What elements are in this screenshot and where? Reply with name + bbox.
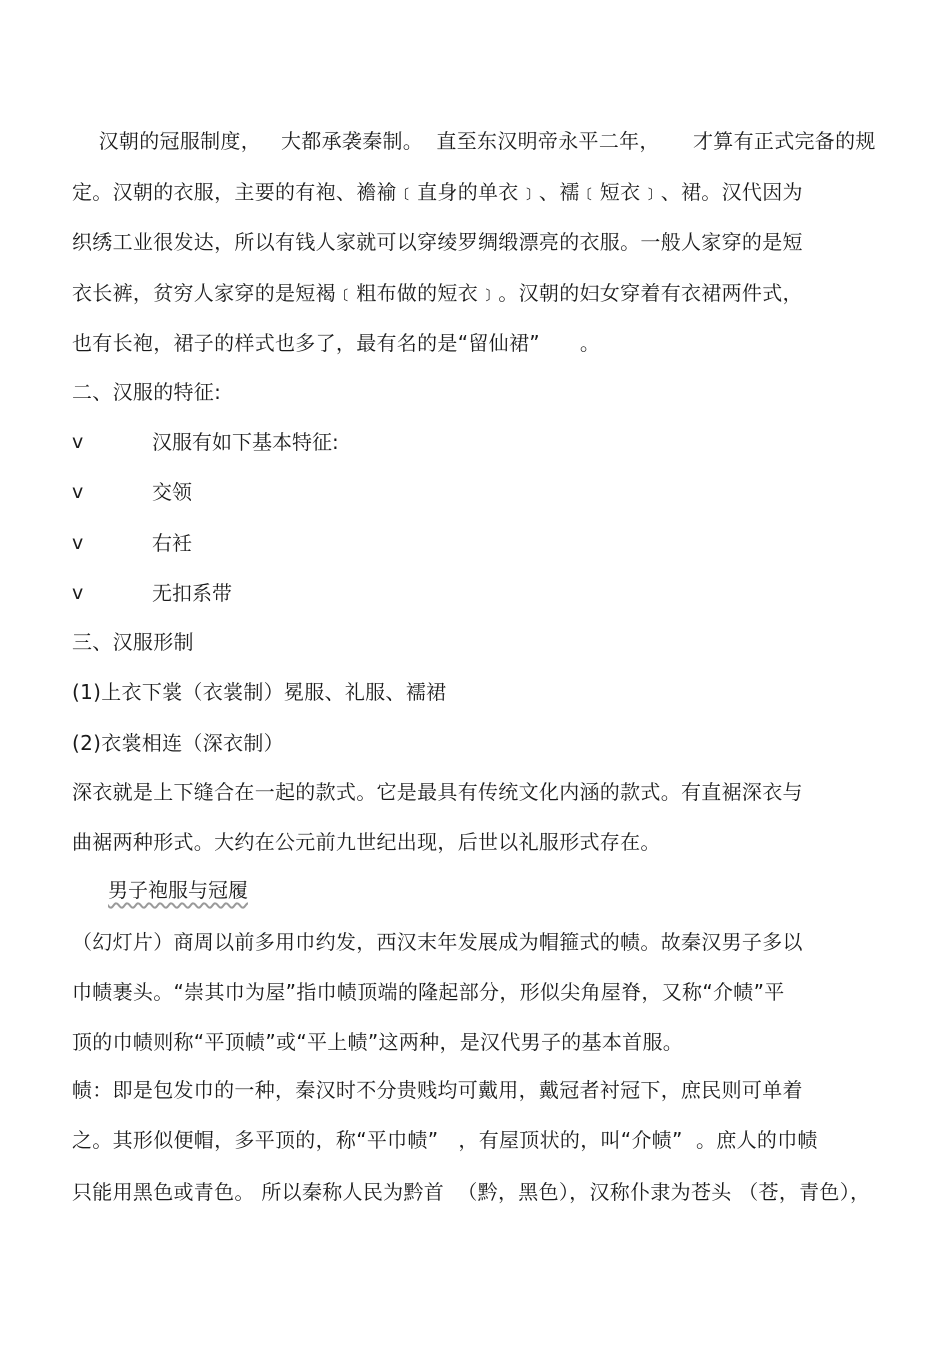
bullet-marker: v xyxy=(72,582,84,604)
section4-p2-line-1: 帻：即是包发巾的一种，秦汉时不分贵贱均可戴用，戴冠者衬冠下，庶民则可单着 xyxy=(72,1078,803,1102)
intro-line-4: 衣长裤，贫穷人家穿的是短褐﹝粗布做的短衣﹞。汉朝的妇女穿着有衣裙两件式， xyxy=(72,281,803,305)
section3-paragraph-line-1: 深衣就是上下缝合在一起的款式。它是最具有传统文化内涵的款式。有直裾深衣与 xyxy=(72,780,803,804)
bullet-marker: v xyxy=(72,481,84,503)
section4-p1-line-3: 顶的巾帻则称“平顶帻”或“平上帻”这两种，是汉代男子的基本首服。 xyxy=(72,1030,684,1054)
section4-p1-line-1: （幻灯片）商周以前多用巾约发，西汉末年发展成为帽箍式的帻。故秦汉男子多以 xyxy=(72,930,803,954)
bullet-text: 无扣系带 xyxy=(152,581,232,605)
section2-heading: 二、汉服的特征: xyxy=(72,380,222,404)
section4-subtitle: 男子袍服与冠履 xyxy=(108,878,248,902)
bullet-text: 汉服有如下基本特征: xyxy=(152,430,339,454)
section4-p2-line-3: 只能用黑色或青色。 所以秦称人民为黔首 （黔，黑色），汉称仆隶为苍头 （苍，青色）， xyxy=(72,1180,871,1204)
section4-p2-line-2: 之。其形似便帽，多平顶的，称“平巾帻” ，有屋顶状的，叫“介帻” 。庶人的巾帻 xyxy=(72,1128,818,1152)
section3-item-2: (2)衣裳相连（深衣制） xyxy=(72,731,284,755)
section4-p1-line-2: 巾帻裹头。“崇其巾为屋”指巾帻顶端的隆起部分，形似尖角屋脊，又称“介帻”平 xyxy=(72,980,785,1004)
intro-line-5: 也有长袍，裙子的样式也多了，最有名的是“留仙裙” 。 xyxy=(72,331,601,355)
intro-line-1: 汉朝的冠服制度， 大都承袭秦制。 直至东汉明帝永平二年， 才算有正式完备的规 xyxy=(72,129,876,153)
section3-paragraph-line-2: 曲裾两种形式。大约在公元前九世纪出现，后世以礼服形式存在。 xyxy=(72,830,661,854)
section3-item-1: (1)上衣下裳（衣裳制）冕服、礼服、襦裙 xyxy=(72,680,447,704)
bullet-text: 交领 xyxy=(152,480,192,504)
bullet-marker: v xyxy=(72,431,84,453)
section3-heading: 三、汉服形制 xyxy=(72,630,194,654)
intro-line-2: 定。汉朝的衣服，主要的有袍、襜褕﹝直身的单衣﹞、襦﹝短衣﹞、裙。汉代因为 xyxy=(72,180,803,204)
bullet-marker: v xyxy=(72,532,84,554)
intro-line-3: 织绣工业很发达，所以有钱人家就可以穿绫罗绸缎漂亮的衣服。一般人家穿的是短 xyxy=(72,230,803,254)
bullet-text: 右衽 xyxy=(152,531,192,555)
